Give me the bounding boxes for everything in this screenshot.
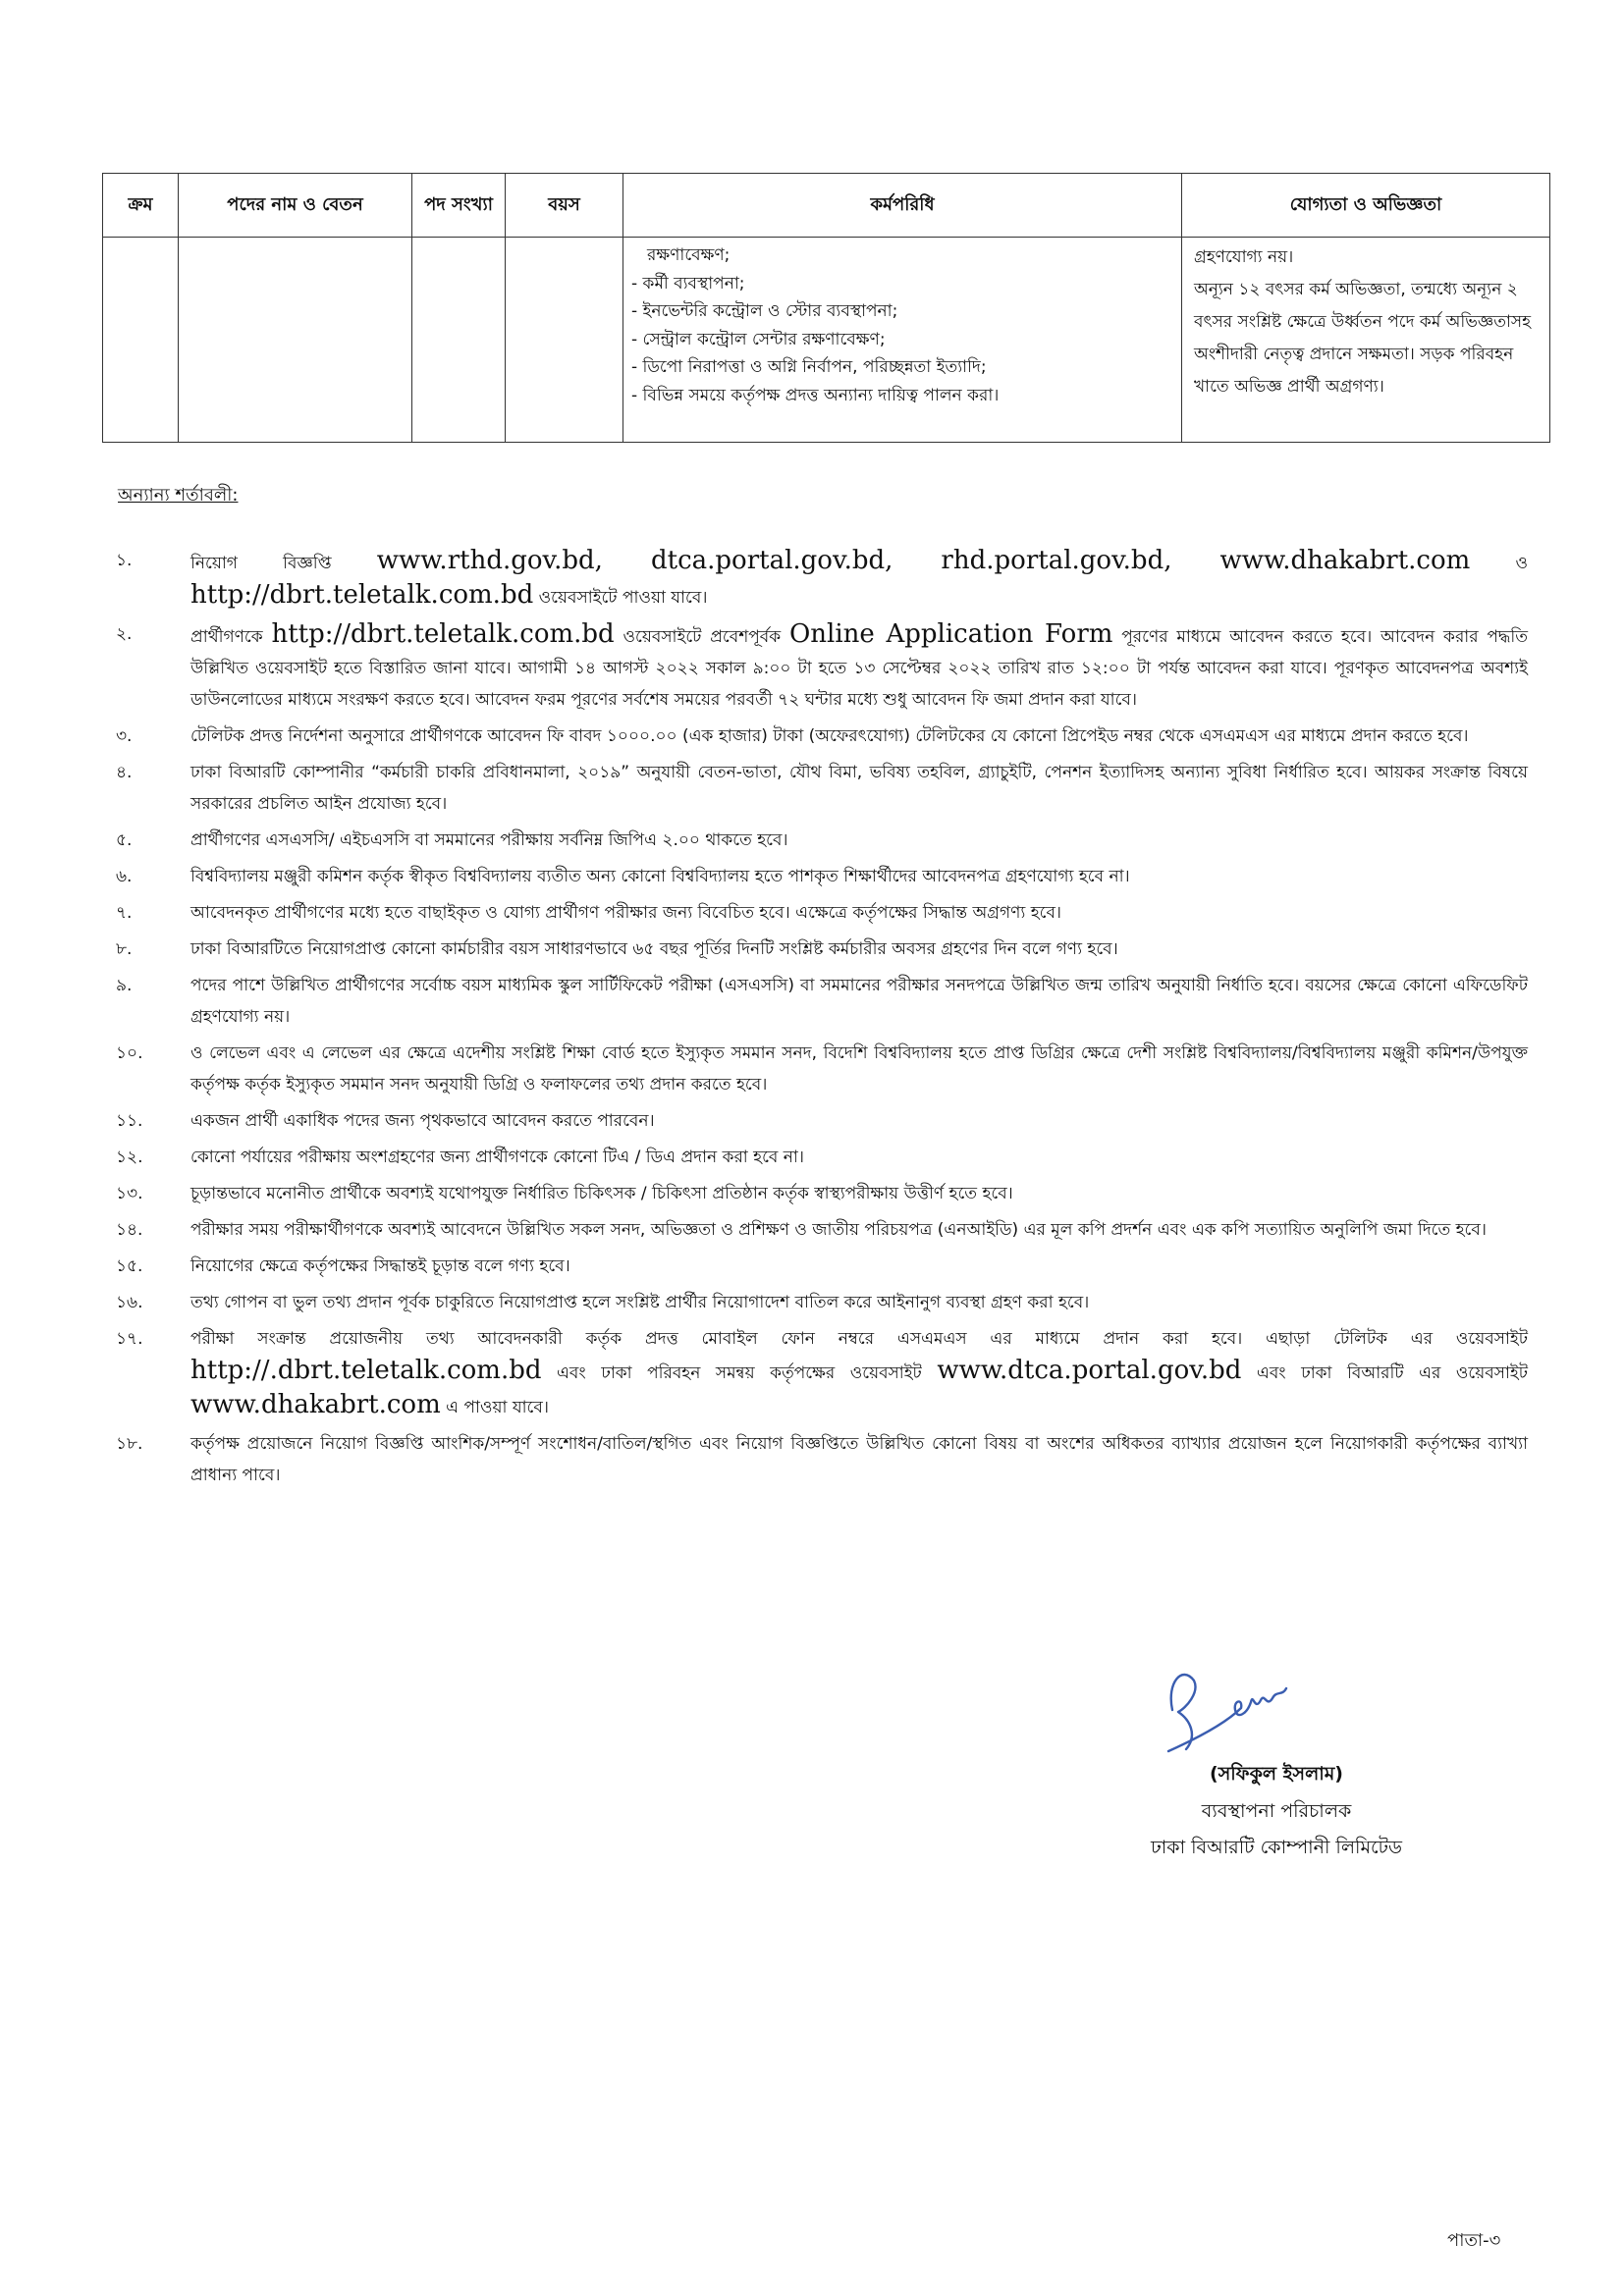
condition-text xyxy=(190,757,1528,820)
condition-number: ১৪. xyxy=(116,1220,143,1240)
condition-text-part: পূরণের মাধ্যমে আবেদন করতে হবে। আবেদন করার পদ্ধতি উল্লিখিত ওয়েবসাইট হতে বিস্তারিত জানা যাবে। আগামী ১৪ আগস্ট ২০২২ সকাল ৯:০০ টা হতে ১৩ সেপ্টেম্বর ২০২২ তারিখ রাত ১২:০০ টা পর্যন্ত আবেদন করা যাবে। পূরণকৃত আবেদনপত্র অবশ্যই ডাউনলোডের মাধ্যমে সংরক্ষণ করতে হবে। আবেদন ফরম পূরণের সর্বশেষ সময়ের পরবর্তী ৭২ ঘন্টার মধ্যে শুধু আবেদন ফি জমা প্রদান করা যাবে। xyxy=(190,627,1529,710)
condition-item xyxy=(116,1428,1528,1491)
condition-text xyxy=(190,970,1528,1033)
condition-text-part: এ পাওয়া যাবে। xyxy=(440,1398,549,1417)
condition-number: ১৬. xyxy=(116,1293,143,1312)
condition-text xyxy=(190,825,1528,856)
condition-item xyxy=(116,1323,1528,1423)
signer-title: ব্যবস্থাপনা পরিচালক xyxy=(1201,1800,1352,1822)
condition-text-part: নিয়োগ বিজ্ঞপ্তি xyxy=(190,554,377,573)
condition-number: ১১. xyxy=(116,1111,143,1131)
condition-text xyxy=(190,934,1528,965)
condition-number: ২. xyxy=(116,624,133,644)
condition-number: ৪. xyxy=(116,763,133,782)
duty-item: - ইনভেন্টরি কন্ট্রোল ও স্টোর ব্যবস্থাপনা; xyxy=(631,297,1181,326)
condition-number: ১০. xyxy=(116,1043,143,1063)
url-text: www.rthd.gov.bd, dtca.portal.gov.bd, rhd.portal.gov.bd, www.dhakabrt.com xyxy=(376,546,1471,575)
condition-item xyxy=(116,1287,1528,1318)
condition-item xyxy=(116,1178,1528,1209)
condition-item xyxy=(116,757,1528,820)
header-post-count: পদ সংখ্যা xyxy=(412,174,506,238)
condition-number: ৭. xyxy=(116,903,133,923)
condition-number: ১৩. xyxy=(116,1184,143,1203)
url-text: www.dtca.portal.gov.bd xyxy=(937,1356,1242,1385)
table-row xyxy=(103,238,1550,443)
cell-count xyxy=(412,238,506,443)
conditions-title: অন্যান্য শর্তাবলী: xyxy=(118,485,239,506)
condition-text-part: নিয়োগের ক্ষেত্রে কর্তৃপক্ষের সিদ্ধান্তই চূড়ান্ত বলে গণ্য হবে। xyxy=(190,1256,570,1276)
qualification-line: গ্রহণযোগ্য নয়। xyxy=(1194,247,1294,267)
condition-text-part: পদের পাশে উল্লিখিত প্রার্থীগণের সর্বোচ্চ বয়স মাধ্যমিক স্কুল সার্টিফিকেট পরীক্ষা (এসএসসি) বা সমমানের পরীক্ষার সনদপত্রে উল্লিখিত জন্ম তারিখ অনুযায়ী নির্ধাতি হবে। বয়সের ক্ষেত্রে কোনো এফিডেফিট গ্রহণযোগ্য নয়। xyxy=(190,976,1528,1027)
conditions-list xyxy=(116,545,1528,1496)
condition-number: ১৭. xyxy=(116,1329,143,1349)
condition-text-part: টেলিটক প্রদত্ত নির্দেশনা অনুসারে প্রার্থীগণকে আবেদন ফি বাবদ ১০০০.০০ (এক হাজার) টাকা (অফেরৎযোগ্য) টেলিটকের যে কোনো প্রিপেইড নম্বর থেকে এসএমএস এর মাধ্যমে প্রদান করতে হবে। xyxy=(190,726,1469,746)
cell-post xyxy=(179,238,412,443)
condition-text-part: ঢাকা বিআরটি কোম্পানীর “কর্মচারী চাকরি প্রবিধানমালা, ২০১৯” অনুযায়ী বেতন-ভাতা, যৌথ বিমা, ভবিষ্য তহবিল, গ্র্যাচুইটি, পেনশন ইত্যাদিসহ অন্যান্য সুবিধা নির্ধারিত হবে। আয়কর সংক্রান্ত বিষয়ে সরকারের প্রচলিত আইন প্রযোজ্য হবে। xyxy=(190,763,1528,814)
condition-text xyxy=(190,897,1528,929)
condition-text-part: ওয়েবসাইটে প্রবেশপূর্বক xyxy=(614,627,789,647)
url-text: www.dhakabrt.com xyxy=(190,1390,441,1419)
condition-text xyxy=(190,721,1528,752)
condition-number: ১৮. xyxy=(116,1434,143,1454)
condition-text xyxy=(190,1214,1528,1246)
condition-number: ৩. xyxy=(116,726,133,746)
condition-item xyxy=(116,1038,1528,1100)
condition-text-part: একজন প্রার্থী একাধিক পদের জন্য পৃথকভাবে আবেদন করতে পারবেন। xyxy=(190,1111,655,1131)
cell-serial xyxy=(103,238,179,443)
table-header-row xyxy=(103,174,1550,238)
condition-text-part: কর্তৃপক্ষ প্রয়োজনে নিয়োগ বিজ্ঞপ্তি আংশিক/সম্পূর্ণ সংশোধন/বাতিল/স্থগিত এবং নিয়োগ বিজ্ঞপ্তিতে উল্লিখিত কোনো বিষয় বা অংশের অধিকতর ব্যাখ্যার প্রয়োজন হলে নিয়োগকারী কর্তৃপক্ষের ব্যাখ্যা প্রাধান্য পাবে। xyxy=(190,1434,1528,1485)
condition-item xyxy=(116,721,1528,752)
duty-item: - ডিপো নিরাপত্তা ও অগ্নি নির্বাপন, পরিচ্ছন্নতা ইত্যাদি; xyxy=(631,353,1181,382)
condition-number: ৫. xyxy=(116,830,133,850)
condition-item xyxy=(116,861,1528,892)
condition-text xyxy=(190,1038,1528,1100)
condition-item xyxy=(116,1142,1528,1173)
condition-text-part: ঢাকা বিআরটিতে নিয়োগপ্রাপ্ত কোনো কার্মচারীর বয়স সাধারণভাবে ৬৫ বছর পূর্তির দিনটি সংশ্লিষ্ট কর্মচারীর অবসর গ্রহণের দিন বলে গণ্য হবে। xyxy=(190,939,1118,959)
posts-table xyxy=(102,173,1550,443)
condition-text xyxy=(190,1251,1528,1282)
condition-item xyxy=(116,825,1528,856)
condition-text xyxy=(190,1178,1528,1209)
duty-item: - বিভিন্ন সময়ে কর্তৃপক্ষ প্রদত্ত অন্যান্য দায়িত্ব পালন করা। xyxy=(631,382,1181,410)
condition-text xyxy=(190,1287,1528,1318)
condition-number: ৬. xyxy=(116,867,133,886)
condition-text-part: ও লেভেল এবং এ লেভেল এর ক্ষেত্রে এদেশীয় সংশ্লিষ্ট শিক্ষা বোর্ড হতে ইস্যুকৃত সমমান সনদ, বিদেশি বিশ্ববিদ্যালয় হতে প্রাপ্ত ডিগ্রির ক্ষেত্রে দেশী সংশ্লিষ্ট বিশ্ববিদ্যালয়/বিশ্ববিদ্যালয় মঞ্জুরী কমিশন/উপযুক্ত কর্তৃপক্ষ কর্তৃক ইস্যুকৃত সমমান সনদ অনুযায়ী ডিগ্রি ও ফলাফলের তথ্য প্রদান করতে হবে। xyxy=(190,1043,1528,1095)
header-post-name-salary: পদের নাম ও বেতন xyxy=(179,174,412,238)
cell-qualification xyxy=(1182,238,1550,443)
condition-text-part: প্রার্থীগণের এসএসসি/ এইচএসসি বা সমমানের পরীক্ষায় সর্বনিম্ন জিপিএ ২.০০ থাকতে হবে। xyxy=(190,830,788,850)
header-serial: ক্রম xyxy=(103,174,179,238)
condition-text-part: চূড়ান্তভাবে মনোনীত প্রার্থীকে অবশ্যই যথোপযুক্ত নির্ধারিত চিকিৎসক / চিকিৎসা প্রতিষ্ঠান কর্তৃক স্বাস্থ্যপরীক্ষায় উত্তীর্ণ হতে হবে। xyxy=(190,1184,1013,1203)
condition-item xyxy=(116,970,1528,1033)
condition-text xyxy=(190,545,1528,614)
condition-number: ৮. xyxy=(116,939,133,959)
condition-text-part: বিশ্ববিদ্যালয় মঞ্জুরী কমিশন কর্তৃক স্বীকৃত বিশ্ববিদ্যালয় ব্যতীত অন্য কোনো বিশ্ববিদ্যালয় হতে পাশকৃত শিক্ষার্থীদের আবেদনপত্র গ্রহণযোগ্য হবে না। xyxy=(190,867,1130,886)
signature-image xyxy=(1139,1651,1296,1759)
condition-text xyxy=(190,1142,1528,1173)
condition-text-part: পরীক্ষা সংক্রান্ত প্রয়োজনীয় তথ্য আবেদনকারী কর্তৃক প্রদত্ত মোবাইল ফোন নম্বরে এসএমএস এর মাধ্যমে প্রদান করা হবে। এছাড়া টেলিটক এর ওয়েবসাইট xyxy=(190,1329,1528,1349)
condition-item xyxy=(116,897,1528,929)
condition-text-part: পরীক্ষার সময় পরীক্ষার্থীগণকে অবশ্যই আবেদনে উল্লিখিত সকল সনদ, অভিজ্ঞতা ও প্রশিক্ষণ ও জাতীয় পরিচয়পত্র (এনআইডি) এর মূল কপি প্রদর্শন এবং এক কপি সত্যায়িত অনুলিপি জমা দিতে হবে। xyxy=(190,1220,1487,1240)
condition-text xyxy=(190,618,1528,716)
condition-item xyxy=(116,1214,1528,1246)
condition-number: ১৫. xyxy=(116,1256,143,1276)
condition-item xyxy=(116,1105,1528,1137)
condition-number: ১. xyxy=(116,551,133,570)
condition-text xyxy=(190,1428,1528,1491)
condition-item xyxy=(116,618,1528,716)
duty-item: - কর্মী ব্যবস্থাপনা; xyxy=(631,270,1181,298)
header-duties: কর্মপরিধি xyxy=(623,174,1182,238)
duty-item: - সেন্ট্রাল কন্ট্রোল সেন্টার রক্ষণাবেক্ষণ; xyxy=(631,326,1181,354)
condition-text-part: ওয়েবসাইটে পাওয়া যাবে। xyxy=(533,588,708,608)
qualification-line: অন্যূন ১২ বৎসর কর্ম অভিজ্ঞতা, তন্মধ্যে অন্যূন ২ বৎসর সংশ্লিষ্ট ক্ষেত্রে উর্ধ্বতন পদে কর্ম অভিজ্ঞতাসহ অংশীদারী নেতৃত্ব প্রদানে সক্ষমতা। সড়ক পরিবহন খাতে অভিজ্ঞ প্রার্থী অগ্রগণ্য। xyxy=(1194,280,1532,397)
cell-duties xyxy=(623,238,1182,443)
condition-number: ৯. xyxy=(116,976,133,995)
url-text: http://dbrt.teletalk.com.bd xyxy=(190,580,534,610)
condition-text-part: আবেদনকৃত প্রার্থীগণের মধ্যে হতে বাছাইকৃত ও যোগ্য প্রার্থীগণ পরীক্ষার জন্য বিবেচিত হবে। এক্ষেত্রে কর্তৃপক্ষের সিদ্ধান্ত অগ্রগণ্য হবে। xyxy=(190,903,1062,923)
url-text: http://dbrt.teletalk.com.bd xyxy=(271,619,615,649)
condition-text-part: এবং ঢাকা পরিবহন সমন্বয় কর্তৃপক্ষের ওয়েবসাইট xyxy=(541,1363,938,1383)
duties-list xyxy=(623,238,1181,409)
signer-name: (সফিকুল ইসলাম) xyxy=(1210,1763,1343,1785)
condition-text-part: এবং ঢাকা বিআরটি এর ওয়েবসাইট xyxy=(1241,1363,1528,1383)
condition-text-part: তথ্য গোপন বা ভুল তথ্য প্রদান পূর্বক চাকুরিতে নিয়োগপ্রাপ্ত হলে সংশ্লিষ্ট প্রার্থীর নিয়োগাদেশ বাতিল করে আইনানুগ ব্যবস্থা গ্রহণ করা হবে। xyxy=(190,1293,1090,1312)
condition-text-part: কোনো পর্যায়ের পরীক্ষায় অংশগ্রহণের জন্য প্রার্থীগণকে কোনো টিএ / ডিএ প্রদান করা হবে না। xyxy=(190,1148,804,1167)
url-text: Online Application Form xyxy=(788,619,1113,649)
condition-item xyxy=(116,1251,1528,1282)
condition-item xyxy=(116,934,1528,965)
duty-item: রক্ষণাবেক্ষণ; xyxy=(647,245,731,265)
header-qualification: যোগ্যতা ও অভিজ্ঞতা xyxy=(1182,174,1550,238)
header-age: বয়স xyxy=(506,174,623,238)
cell-age xyxy=(506,238,623,443)
url-text: http://.dbrt.teletalk.com.bd xyxy=(190,1356,542,1385)
condition-item xyxy=(116,545,1528,614)
condition-text xyxy=(190,861,1528,892)
condition-text-part: প্রার্থীগণকে xyxy=(190,627,272,647)
condition-text xyxy=(190,1323,1528,1423)
condition-text-part: ও xyxy=(1470,554,1528,573)
condition-text xyxy=(190,1105,1528,1137)
condition-number: ১২. xyxy=(116,1148,143,1167)
page-number: পাতা-৩ xyxy=(1447,2230,1501,2251)
signer-organization: ঢাকা বিআরটি কোম্পানী লিমিটেড xyxy=(1151,1837,1402,1858)
